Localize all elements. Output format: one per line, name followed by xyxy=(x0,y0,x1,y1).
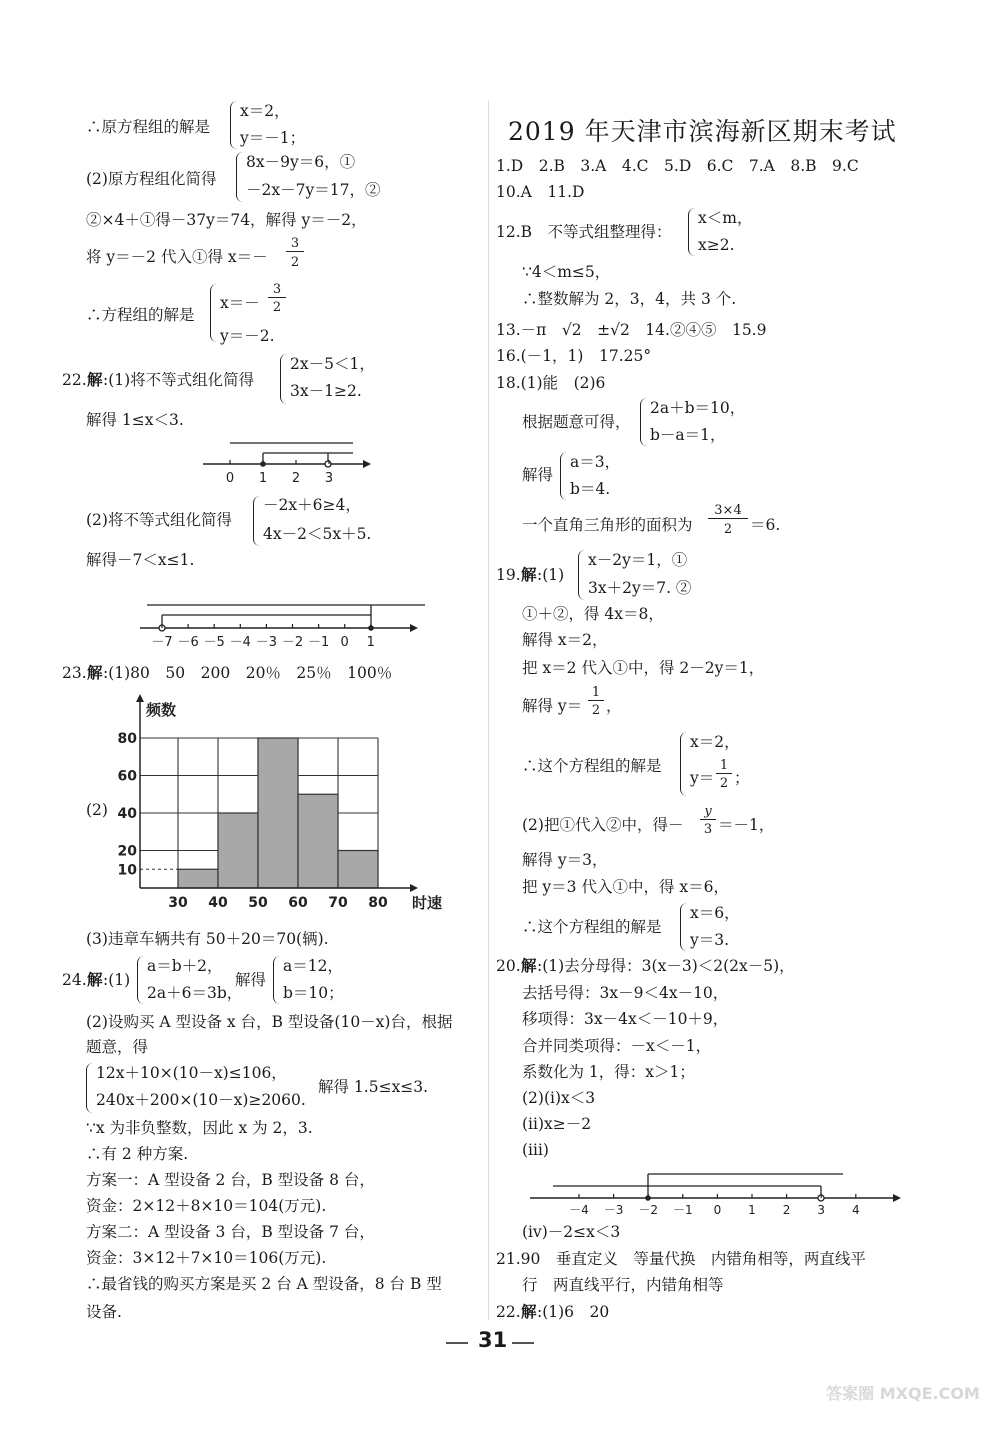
answers-1-9: 1.D 2.B 3.A 4.C 5.D 6.C 7.A 8.B 9.C xyxy=(496,157,859,175)
y-tick-label: 60 xyxy=(117,768,137,785)
system-eq-1: 8x－9y＝6，① xyxy=(246,153,356,171)
q24-line-c: 题意，得 xyxy=(86,1038,149,1056)
q22-part2: (2)将不等式组化简得 xyxy=(86,511,232,529)
system-eq-1: －2x＋6≥4， xyxy=(263,496,361,514)
left-line-1: ∴原方程组的解是 xyxy=(86,118,211,136)
q23-number: 23. xyxy=(62,664,87,682)
q19-line-h: 解得 y＝3， xyxy=(522,851,608,869)
fraction-denominator: 3 xyxy=(703,822,713,837)
q20-line-g: (ⅱ)x≥－2 xyxy=(522,1115,592,1133)
q20-jie: 解 xyxy=(521,957,537,975)
system-eq-1: a＝3， xyxy=(570,453,621,471)
histogram-chart xyxy=(110,690,450,918)
y-tick-label: 80 xyxy=(117,731,137,747)
answer-12-c: ∵4＜m≤5， xyxy=(522,263,611,281)
q19-line-i: 把 y＝3 代入①中，得 x＝6， xyxy=(522,878,730,896)
number-line-2 xyxy=(135,590,430,652)
system-eq-2: 240x＋200×(10－x)≥2060. xyxy=(96,1091,306,1109)
q19-line-e: 解得 y＝ xyxy=(522,697,583,715)
page-number: 31 xyxy=(478,1328,508,1352)
q24-line-g: 方案一：A 型设备 2 台，B 型设备 8 台， xyxy=(86,1171,375,1189)
y-tick-label: 10 xyxy=(117,862,137,879)
system-eq-2: b－a＝1， xyxy=(650,426,726,444)
q20-line-e: 系数化为 1，得：x＞1； xyxy=(522,1063,695,1081)
tick-label: －3 xyxy=(603,1203,624,1217)
system-eq-1: 2x－5＜1， xyxy=(290,355,375,373)
left-line-5: ∴方程组的解是 xyxy=(86,306,195,324)
brace xyxy=(137,956,144,1004)
fraction-denominator: 2 xyxy=(591,703,601,718)
brace xyxy=(640,398,647,446)
q22r-part1: :(1)6 20 xyxy=(537,1303,610,1321)
brace xyxy=(280,354,287,404)
q23-part1: :(1)80 50 200 20％ 25％ 100％ xyxy=(103,664,393,682)
q19-number: 19. xyxy=(496,566,521,584)
x-axis-label: 时速 xyxy=(412,894,443,912)
q19-line-d: 把 x＝2 代入①中，得 2－2y＝1， xyxy=(522,659,765,677)
tick-label: －2 xyxy=(281,635,304,650)
brace xyxy=(680,732,687,796)
q23-part2-label: (2) xyxy=(86,801,108,819)
q20-part1: :(1)去分母得：3(x－3)＜2(2x－5)， xyxy=(537,957,795,975)
system-eq-2: 4x－2＜5x＋5. xyxy=(263,525,372,543)
q24-line-b: (2)设购买 A 型设备 x 台，B 型设备(10－x)台，根据 xyxy=(86,1013,453,1031)
tick-label: －2 xyxy=(638,1203,659,1217)
brace xyxy=(236,152,243,202)
brace xyxy=(578,550,585,600)
q24-part1: :(1) xyxy=(103,971,131,989)
q24-jie: 解 xyxy=(87,971,103,989)
left-line-4: 将 y＝－2 代入①得 x＝－ xyxy=(86,248,268,266)
q22r-jie: 解 xyxy=(521,1303,537,1321)
fraction-numerator: 3 xyxy=(286,236,304,252)
x-tick-label: 40 xyxy=(208,895,228,911)
q22r-number: 22. xyxy=(496,1303,521,1321)
q22-number: 22. xyxy=(62,371,87,389)
tick-label: －3 xyxy=(255,635,278,650)
brace xyxy=(560,452,567,500)
brace xyxy=(230,101,237,149)
system-eq-2: y＝3. xyxy=(690,931,730,949)
tick-label: 0 xyxy=(713,1203,722,1217)
fraction-numerator: 3 xyxy=(268,282,286,298)
q24-line-e: ∵x 为非负整数，因此 x 为 2，3. xyxy=(86,1119,313,1137)
system-eq-2: b＝10； xyxy=(283,984,344,1002)
page-dash-right xyxy=(512,1342,534,1344)
watermark-logo: 答案圈 MXQE.COM xyxy=(826,1384,980,1403)
system-eq-1: x－2y＝1，① xyxy=(588,551,688,569)
q20-line-b: 去括号得：3x－9＜4x－10， xyxy=(522,984,729,1002)
q19-line-b: ①＋②，得 4x＝8， xyxy=(522,605,664,623)
tick-label: 4 xyxy=(851,1203,860,1217)
q24-solution: 解得 1.5≤x≤3. xyxy=(318,1078,429,1096)
tick-label: －1 xyxy=(307,635,330,650)
tick-label: －6 xyxy=(177,635,199,650)
left-line-2: (2)原方程组化简得 xyxy=(86,170,217,188)
q24-line-j: 资金：3×12＋7×10＝106(万元). xyxy=(86,1249,327,1267)
brace xyxy=(680,903,687,951)
answer-18-e: ＝6. xyxy=(750,516,781,534)
histogram-bar xyxy=(338,851,378,889)
y-tick-label: 20 xyxy=(117,843,137,860)
system-eq-2: y＝ xyxy=(690,769,715,787)
q24-solve: 解得 xyxy=(235,971,267,989)
q20-line-h: (ⅲ) xyxy=(522,1141,549,1159)
y-axis-arrow xyxy=(136,694,144,702)
brace xyxy=(273,956,280,1004)
tick-label: 2 xyxy=(782,1203,791,1217)
system-eq-1: x＜m， xyxy=(698,209,753,227)
column-divider xyxy=(488,100,489,1320)
system-eq-1: a＝12， xyxy=(283,957,343,975)
fraction-numerator: y xyxy=(700,804,716,820)
answers-10-11: 10.A 11.D xyxy=(496,183,585,201)
tick-label: 0 xyxy=(225,471,235,486)
q19-jie: 解 xyxy=(521,566,537,584)
tick-label: －4 xyxy=(569,1203,589,1217)
x-tick-label: 60 xyxy=(288,895,308,911)
answer-18-d: 一个直角三角形的面积为 xyxy=(522,516,693,534)
histogram-bar xyxy=(218,813,258,888)
answers-16-17: 16.(－1，1) 17.25° xyxy=(496,347,652,365)
tick-label: －5 xyxy=(203,635,225,650)
system-eq-1: x＝2， xyxy=(240,102,290,120)
system-eq-1: x＝2， xyxy=(690,733,740,751)
q20-line-i: (ⅳ)－2≤x＜3 xyxy=(522,1223,621,1241)
q24-number: 24. xyxy=(62,971,87,989)
fraction-denominator: 2 xyxy=(290,255,300,270)
fraction-numerator: 3×4 xyxy=(708,503,748,519)
q23-jie: 解 xyxy=(87,664,103,682)
brace xyxy=(86,1063,93,1113)
answer-18-c: 解得 xyxy=(522,466,554,484)
brace xyxy=(688,208,695,256)
answer-21-b: 行 两直线平行，内错角相等 xyxy=(522,1276,724,1294)
x-tick-label: 80 xyxy=(368,895,388,911)
q22-jie: 解 xyxy=(87,371,103,389)
q19-line-g-end: ＝－1， xyxy=(718,816,775,834)
answers-13-15: 13.－π √2 ±√2 14.②④⑤ 15.9 xyxy=(496,321,767,339)
q19-part1: :(1) xyxy=(537,566,565,584)
q19-line-e-end: ， xyxy=(606,697,622,715)
system-eq-1: x＝6， xyxy=(690,904,740,922)
fraction-denominator: 2 xyxy=(723,522,733,537)
x-tick-label: 50 xyxy=(248,895,268,911)
q23-part3: (3)违章车辆共有 50＋20＝70(辆). xyxy=(86,930,329,948)
q22-part1: :(1)将不等式组化简得 xyxy=(103,371,255,389)
answer-12: 12.B 不等式组整理得： xyxy=(496,223,672,241)
system-eq-2: y＝－1； xyxy=(240,129,306,147)
answer-21: 21.90 垂直定义 等量代换 内错角相等，两直线平 xyxy=(496,1250,866,1268)
system-eq-2: y＝－2. xyxy=(220,327,275,345)
system-eq-1: x＝－ xyxy=(220,294,260,312)
left-line-3: ②×4＋①得－37y＝74，解得 y＝－2， xyxy=(86,211,367,229)
q19-line-k: ∴这个方程组的解是 xyxy=(522,918,662,936)
tick-label: 3 xyxy=(817,1203,826,1217)
system-eq-1: 12x＋10×(10－x)≤106， xyxy=(96,1064,287,1082)
system-eq-2: 3x－1≥2. xyxy=(290,382,362,400)
fraction-denominator: 2 xyxy=(272,300,282,315)
system-eq-2: 2a＋6＝3b， xyxy=(147,984,243,1002)
x-axis-arrow xyxy=(410,884,418,892)
fraction-numerator: 1 xyxy=(716,758,732,774)
q19-line-f: ∴这个方程组的解是 xyxy=(522,757,662,775)
q24-line-k: ∴最省钱的购买方案是买 2 台 A 型设备，8 台 B 型 xyxy=(86,1275,442,1293)
q24-line-l: 设备. xyxy=(86,1303,122,1321)
q22-solution: 解得 1≤x＜3. xyxy=(86,411,184,429)
tick-label: 3 xyxy=(324,471,334,486)
tick-label: －4 xyxy=(229,635,251,650)
system-eq-2: x≥2. xyxy=(698,236,735,254)
tick-label: 2 xyxy=(291,471,301,486)
y-tick-label: 40 xyxy=(117,806,137,822)
brace xyxy=(210,284,217,342)
x-tick-label: 70 xyxy=(328,895,348,911)
number-line-1 xyxy=(195,436,375,488)
page-dash-left xyxy=(446,1342,468,1344)
answer-18: 18.(1)能 (2)6 xyxy=(496,374,606,392)
q20-line-f: (2)(ⅰ)x＜3 xyxy=(522,1089,596,1107)
histogram-bar xyxy=(258,738,298,888)
brace xyxy=(253,496,260,546)
q20-number: 20. xyxy=(496,957,521,975)
system-eq-2-end: ； xyxy=(734,769,750,787)
q20-line-d: 合并同类项得：－x＜－1， xyxy=(522,1037,712,1055)
answer-18-b: 根据题意可得， xyxy=(522,413,631,431)
system-eq-2: b＝4. xyxy=(570,480,611,498)
q19-line-g: (2)把①代入②中，得－ xyxy=(522,816,684,834)
x-tick-label: 30 xyxy=(168,895,188,911)
number-line-3 xyxy=(525,1166,910,1220)
fraction-denominator: 2 xyxy=(719,776,729,791)
tick-label: 1 xyxy=(748,1203,756,1217)
q24-line-i: 方案二：A 型设备 3 台，B 型设备 7 台， xyxy=(86,1223,375,1241)
q24-line-h: 资金：2×12＋8×10＝104(万元). xyxy=(86,1197,327,1215)
answer-12-d: ∴整数解为 2，3，4，共 3 个. xyxy=(522,290,737,308)
tick-label: －7 xyxy=(151,635,173,650)
q19-line-c: 解得 x＝2， xyxy=(522,631,608,649)
system-eq-2: －2x－7y＝17，② xyxy=(246,181,381,199)
histogram-bar xyxy=(178,869,218,888)
section-title: 2019 年天津市滨海新区期末考试 xyxy=(508,117,897,146)
fraction-numerator: 1 xyxy=(588,685,604,701)
tick-label: 1 xyxy=(366,635,375,650)
tick-label: 1 xyxy=(258,471,268,486)
histogram-bar xyxy=(298,794,338,888)
system-eq-1: a＝b＋2， xyxy=(147,957,223,975)
q20-line-c: 移项得：3x－4x＜－10＋9， xyxy=(522,1010,729,1028)
q22-solution-2: 解得－7＜x≤1. xyxy=(86,551,195,569)
q24-line-f: ∴有 2 种方案. xyxy=(86,1145,189,1163)
tick-label: 0 xyxy=(340,635,349,650)
tick-label: －1 xyxy=(672,1203,693,1217)
system-eq-1: 2a＋b＝10， xyxy=(650,399,746,417)
y-axis-label: 频数 xyxy=(146,701,177,719)
system-eq-2: 3x＋2y＝7. ② xyxy=(588,579,692,597)
